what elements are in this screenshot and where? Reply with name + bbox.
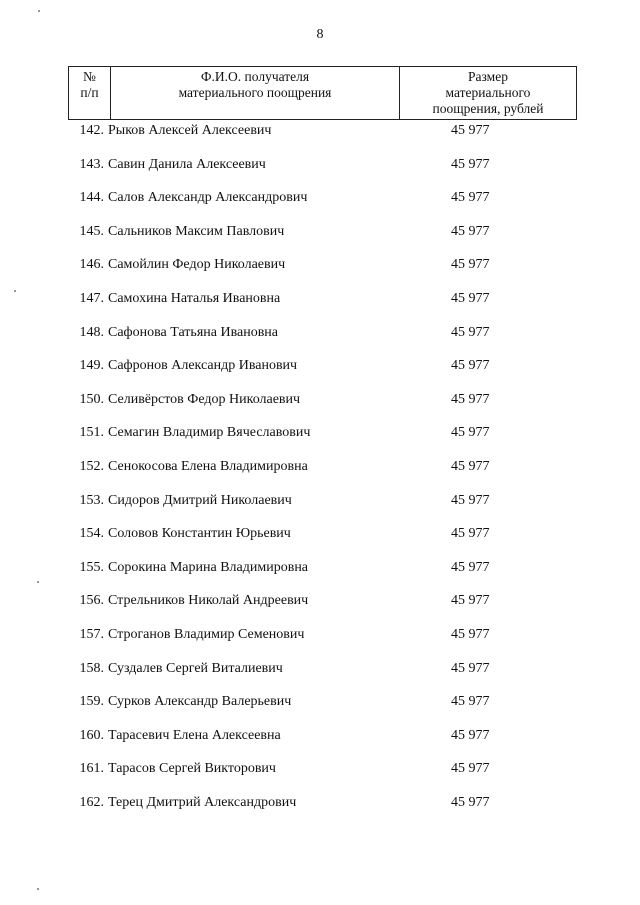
column-header-amount — [400, 67, 577, 120]
row-number: 149. — [79, 358, 104, 374]
list-item — [0, 759, 640, 793]
row-number: 151. — [79, 425, 104, 441]
row-number: 154. — [79, 526, 104, 542]
row-number: 144. — [79, 190, 104, 206]
row-number: 157. — [79, 626, 104, 642]
reward-amount: 45 977 — [451, 727, 490, 743]
row-number: 143. — [79, 156, 104, 172]
reward-amount: 45 977 — [451, 223, 490, 239]
list-item — [0, 155, 640, 189]
recipient-name: Соловов Константин Юрьевич — [108, 526, 291, 542]
recipient-name: Салов Александр Александрович — [108, 190, 308, 206]
scan-speck — [37, 888, 39, 890]
recipient-name: Сафонова Татьяна Ивановна — [108, 324, 279, 340]
list-item — [0, 356, 640, 390]
list-item — [0, 726, 640, 760]
scan-speck — [37, 581, 39, 583]
list-item — [0, 121, 640, 155]
row-number: 145. — [79, 223, 104, 239]
table-header — [68, 66, 577, 120]
recipient-name: Суздалев Сергей Виталиевич — [108, 660, 283, 676]
list-item — [0, 659, 640, 693]
row-number: 156. — [79, 593, 104, 609]
recipient-name: Савин Данила Алексеевич — [108, 156, 266, 172]
row-number: 162. — [79, 794, 104, 810]
column-header-number-label: № п/п — [80, 69, 99, 100]
reward-amount: 45 977 — [451, 660, 490, 676]
recipient-name: Селивёрстов Федор Николаевич — [108, 391, 301, 407]
row-number: 152. — [79, 458, 104, 474]
table-header-row — [69, 67, 577, 120]
reward-amount: 45 977 — [451, 425, 490, 441]
list-item — [0, 591, 640, 625]
reward-amount: 45 977 — [451, 257, 490, 273]
list-item — [0, 423, 640, 457]
recipient-name: Семагин Владимир Вячеславович — [108, 425, 311, 441]
row-number: 159. — [79, 694, 104, 710]
reward-amount: 45 977 — [451, 358, 490, 374]
list-item — [0, 692, 640, 726]
recipient-name: Сорокина Марина Владимировна — [108, 559, 309, 575]
recipient-name: Стрельников Николай Андреевич — [108, 593, 309, 609]
reward-amount: 45 977 — [451, 694, 490, 710]
recipient-name: Строганов Владимир Семенович — [108, 626, 305, 642]
recipient-name: Тарасевич Елена Алексеевна — [108, 727, 281, 743]
row-number: 148. — [79, 324, 104, 340]
row-number: 147. — [79, 290, 104, 306]
recipient-list — [0, 121, 640, 826]
list-item — [0, 255, 640, 289]
scan-speck — [38, 10, 40, 12]
list-item — [0, 491, 640, 525]
reward-amount: 45 977 — [451, 190, 490, 206]
scan-speck — [14, 290, 16, 292]
reward-amount: 45 977 — [451, 492, 490, 508]
list-item — [0, 222, 640, 256]
row-number: 161. — [79, 761, 104, 777]
list-item — [0, 390, 640, 424]
column-header-name — [111, 67, 400, 120]
column-header-amount-label: Размер материального поощрения, рублей — [432, 69, 544, 116]
recipient-name: Сенокосова Елена Владимировна — [108, 458, 308, 474]
reward-amount: 45 977 — [451, 156, 490, 172]
list-item — [0, 524, 640, 558]
reward-amount: 45 977 — [451, 123, 490, 138]
page-number: 8 — [316, 27, 324, 42]
column-header-name-label: Ф.И.О. получателя материального поощрения — [178, 69, 332, 100]
list-item — [0, 558, 640, 592]
list-item — [0, 289, 640, 323]
recipient-name: Рыков Алексей Алексеевич — [108, 123, 272, 138]
list-item — [0, 323, 640, 357]
reward-amount: 45 977 — [451, 290, 490, 306]
recipient-name: Самойлин Федор Николаевич — [108, 257, 286, 273]
row-number: 155. — [79, 559, 104, 575]
row-number: 158. — [79, 660, 104, 676]
row-number: 160. — [79, 727, 104, 743]
reward-amount: 45 977 — [451, 559, 490, 575]
row-number: 146. — [79, 257, 104, 273]
row-number: 142. — [79, 123, 104, 138]
reward-amount: 45 977 — [451, 761, 490, 777]
recipient-name: Сафронов Александр Иванович — [108, 358, 298, 374]
list-item — [0, 793, 640, 827]
recipient-name: Терец Дмитрий Александрович — [108, 794, 297, 810]
list-item — [0, 625, 640, 659]
recipient-name: Тарасов Сергей Викторович — [108, 761, 276, 777]
reward-amount: 45 977 — [451, 626, 490, 642]
list-item — [0, 188, 640, 222]
column-header-number — [69, 67, 111, 120]
reward-amount: 45 977 — [451, 324, 490, 340]
recipient-name: Самохина Наталья Ивановна — [108, 290, 281, 306]
reward-amount: 45 977 — [451, 794, 490, 810]
row-number: 150. — [79, 391, 104, 407]
reward-amount: 45 977 — [451, 593, 490, 609]
recipient-name: Сальников Максим Павлович — [108, 223, 285, 239]
row-number: 153. — [79, 492, 104, 508]
reward-amount: 45 977 — [451, 391, 490, 407]
list-item — [0, 457, 640, 491]
recipient-name: Сидоров Дмитрий Николаевич — [108, 492, 292, 508]
reward-amount: 45 977 — [451, 526, 490, 542]
reward-amount: 45 977 — [451, 458, 490, 474]
recipient-name: Сурков Александр Валерьевич — [108, 694, 292, 710]
